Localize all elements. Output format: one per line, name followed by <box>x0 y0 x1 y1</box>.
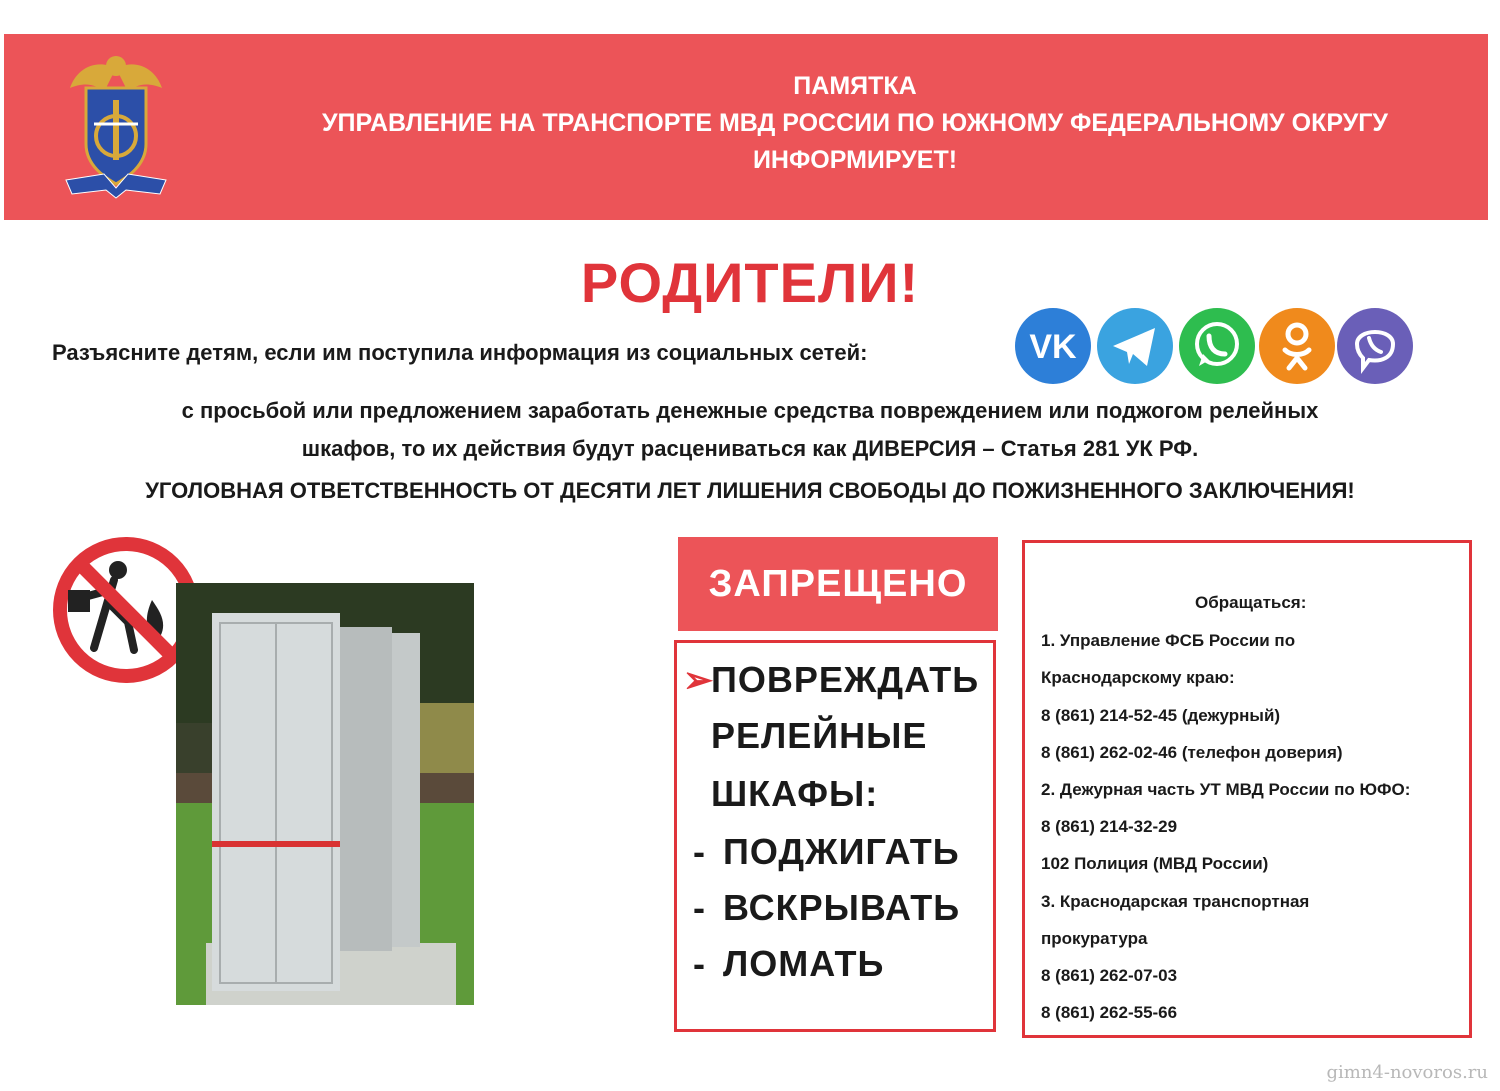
telegram-icon <box>1095 306 1175 386</box>
header-line-3: ИНФОРМИРУЕТ! <box>752 146 958 174</box>
police-emblem-icon <box>64 48 168 200</box>
forbidden-line-2: РЕЛЕЙНЫЕ <box>711 715 928 756</box>
viber-icon <box>1335 306 1415 386</box>
whatsapp-icon <box>1177 306 1257 386</box>
contact-line: 102 Полиция (МВД России) <box>1041 854 1269 873</box>
forbidden-list <box>674 640 996 1032</box>
vk-icon-glyph: VK <box>1029 328 1077 366</box>
dash-3: - <box>693 943 706 984</box>
relay-cabinet-photo <box>176 583 474 1005</box>
contact-line: 8 (861) 214-32-29 <box>1041 817 1178 836</box>
forbidden-action-1: ПОДЖИГАТЬ <box>723 831 960 872</box>
forbidden-action-3: ЛОМАТЬ <box>723 943 885 984</box>
contact-line: 8 (861) 262-07-03 <box>1041 966 1178 985</box>
dash-2: - <box>693 887 706 928</box>
contacts-box <box>1022 540 1472 1038</box>
paragraph-line-2: шкафов, то их действия будут расцениваться как ДИВЕРСИЯ – Статья 281 УК РФ. <box>301 436 1199 461</box>
header-line-1: ПАМЯТКА <box>793 72 917 100</box>
forbidden-line-1: ПОВРЕЖДАТЬ <box>711 659 980 700</box>
headline: РОДИТЕЛИ! <box>580 251 920 314</box>
contact-line: прокуратура <box>1041 929 1148 948</box>
paragraph-line-3: УГОЛОВНАЯ ОТВЕТСТВЕННОСТЬ ОТ ДЕСЯТИ ЛЕТ ЛИШЕНИЯ СВОБОДЫ ДО ПОЖИЗНЕННОГО ЗАКЛЮЧЕНИЯ! <box>145 478 1355 503</box>
header-text <box>260 68 1450 179</box>
forbidden-title: ЗАПРЕЩЕНО <box>678 537 998 631</box>
header-line-2: УПРАВЛЕНИЕ НА ТРАНСПОРТЕ МВД РОССИИ ПО ЮЖНОМУ ФЕДЕРАЛЬНОМУ ОКРУГУ <box>322 109 1388 137</box>
contact-line: 2. Дежурная часть УТ МВД России по ЮФО: <box>1041 780 1411 799</box>
forbidden-action-2: ВСКРЫВАТЬ <box>723 887 961 928</box>
contact-line: 1. Управление ФСБ России по <box>1041 631 1296 650</box>
vk-icon <box>1013 306 1093 386</box>
forbidden-line-3: ШКАФЫ: <box>711 773 879 814</box>
contact-line: 8 (861) 214-52-45 (дежурный) <box>1041 706 1281 725</box>
contacts-title: Обращаться: <box>1195 593 1307 612</box>
contact-line: Краснодарскому краю: <box>1041 668 1235 687</box>
contact-line: 3. Краснодарская транспортная <box>1041 892 1310 911</box>
contact-line: 8 (861) 262-55-66 <box>1041 1003 1178 1022</box>
explain-text: Разъясните детям, если им поступила информация из социальных сетей: <box>52 340 868 365</box>
watermark: gimn4-novoros.ru <box>1326 1062 1488 1083</box>
dash-1: - <box>693 831 706 872</box>
odnoklassniki-icon <box>1257 306 1337 386</box>
bullet-arrow-icon: ➢ <box>683 659 715 700</box>
contact-line: 8 (861) 262-02-46 (телефон доверия) <box>1041 743 1343 762</box>
paragraph-line-1: с просьбой или предложением заработать денежные средства повреждением или поджогом релейных <box>181 398 1319 423</box>
